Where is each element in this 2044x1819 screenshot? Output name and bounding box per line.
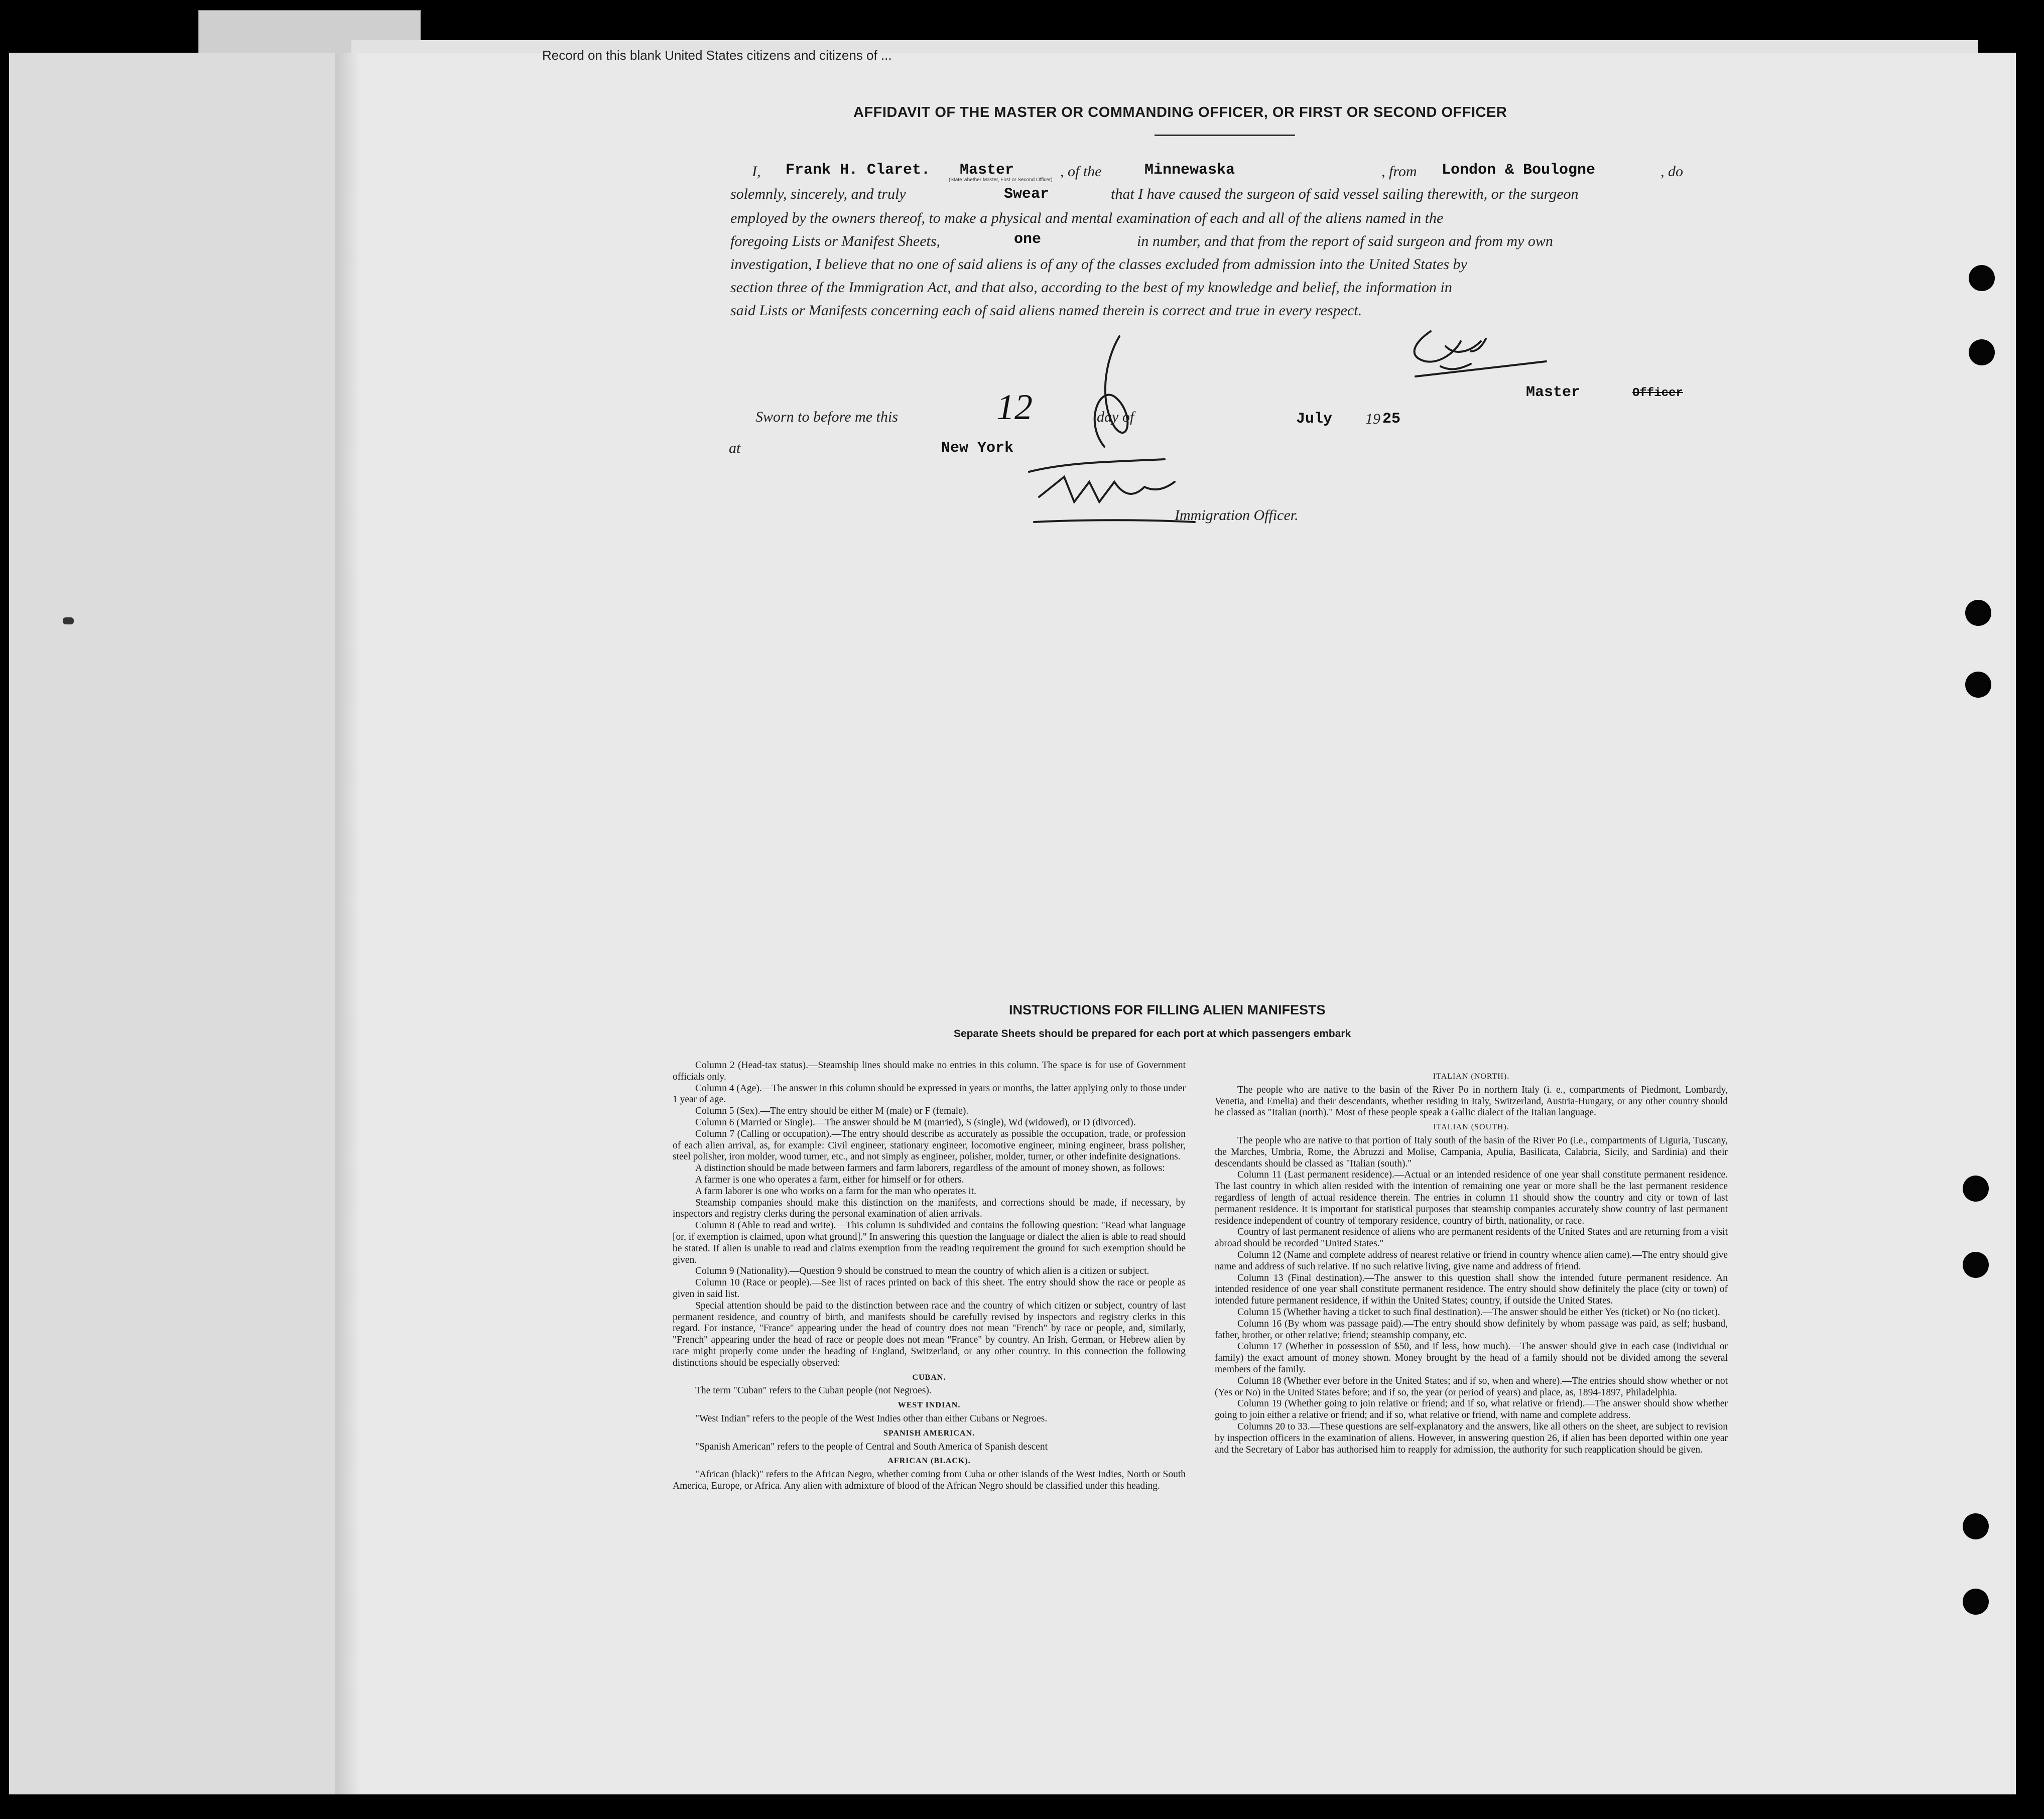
- ink-mark: [63, 617, 74, 624]
- vessel-name: Minnewaska: [1144, 162, 1235, 179]
- sworn-place: New York: [941, 440, 1014, 457]
- instructions-title: INSTRUCTIONS FOR FILLING ALIEN MANIFESTS: [1009, 1002, 1326, 1017]
- left-para-7: A farmer is one who operates a farm, either for himself or for others.: [695, 1174, 964, 1185]
- left-para-11: Column 9 (Nationality).—Question 9 should be construed to mean the country of which alien is a citizen or subject.: [695, 1266, 1149, 1277]
- day-of-text: day of: [1097, 409, 1134, 425]
- aff-from: , from: [1381, 163, 1417, 180]
- punch-hole: [1969, 265, 1995, 291]
- right-para-5: Column 13 (Final destination).—The answer to this question shall show the intended future permanent residence. An intended residence of one year shall constitute permanent residence. The entry should show definitely the place (city or town) of intended future permanent residence, if within the United States; country, if outside the United States.: [1215, 1272, 1728, 1307]
- right-para-3: Country of last permanent residence of aliens who are permanent residents of the United States and are returning from a visit abroad should be recorded "United States.": [1215, 1227, 1728, 1249]
- officer-signature: [954, 331, 1235, 532]
- punch-hole: [1963, 1589, 1989, 1615]
- alien-count: one: [1014, 231, 1042, 248]
- rank-note: (State whether Master, First or Second Officer): [949, 177, 1053, 183]
- right-para-1: The people who are native to that portion of Italy south of the basin of the River Po (i.e., compartments of Liguria, Tuscany, the Marches, Umbria, Rome, the Abruzzi and Molise, Campania, Apulia, Basilicata, Calabria, Sicily, and Sardinia) and their descendants should be classed as "Italian (south).": [1215, 1135, 1728, 1169]
- instructions-left-column: [673, 1060, 1186, 1492]
- aff-line5: investigation, I believe that no one of said aliens is of any of the classes excluded from admission into the United States by: [730, 256, 1467, 273]
- aff-line4a: foregoing Lists or Manifest Sheets,: [730, 233, 941, 249]
- struck-word: Officer: [1632, 386, 1683, 400]
- left-para-4: Column 6 (Married or Single).—The answer should be M (married), S (single), Wd (widowed), or D (divorced).: [695, 1117, 1136, 1128]
- aff-of-the: , of the: [1060, 163, 1102, 180]
- aff-line6: section three of the Immigration Act, and that also, according to the best of my knowledge and belief, the information in: [730, 279, 1452, 296]
- aff-line3: employed by the owners thereof, to make a physical and mental examination of each and all of the aliens named in the: [730, 210, 1444, 226]
- instructions-right-column: [1215, 1068, 1728, 1456]
- oath-word: Swear: [1004, 186, 1050, 203]
- sworn-month: July: [1296, 411, 1333, 428]
- spanish-american-heading: SPANISH AMERICAN.: [883, 1428, 975, 1438]
- officer-name: Frank H. Claret.: [786, 162, 931, 179]
- left-para-1: Column 2 (Head-tax status).—Steamship lines should make no entries in this column. The space is for use of Government officials only.: [673, 1060, 1186, 1082]
- left-fold-panel: [9, 53, 335, 1794]
- punch-hole: [1969, 339, 1995, 365]
- left-para-10: Column 8 (Able to read and write).—This column is subdivided and contains the following question: "Read what language [or, if exemption is claimed, upon what ground]." In answering this question the language or dialect the alien is able to read should be stated. If alien is unable to read and claims exemption from the reading requirement the ground for such exemption should be given.: [673, 1220, 1186, 1265]
- year-prefix: 19: [1365, 411, 1380, 427]
- italian-north-text: The people who are native to the basin of the River Po in northern Italy (i. e., compartments of Piedmont, Lombardy, Venetia, and Emelia) and their descendants, whether residing in Italy, Switzerland, Austria-Hungary, or any other country should be classed as "Italian (north)." Most of these people speak a Gallic dialect of the Italian language.: [1215, 1084, 1728, 1118]
- left-para-5: Column 7 (Calling or occupation).—The entry should describe as accurately as possible the occupation, trade, or profession of each alien arrival, as, for example: Civil engineer, stationary engineer, locomotive engineer, mining engineer, brass polisher, steel polisher, iron molder, wood turner, etc., and not simply as engineer, polisher, molder, turner, or other indefinite designations.: [673, 1128, 1186, 1162]
- officer-rank: Master: [960, 162, 1014, 179]
- year-suffix: 25: [1382, 411, 1401, 428]
- immigration-officer-label: Immigration Officer.: [1175, 507, 1299, 524]
- sworn-text: Sworn to before me this: [755, 409, 898, 425]
- left-para-3: Column 5 (Sex).—The entry should be either M (male) or F (female).: [695, 1106, 969, 1117]
- punch-hole: [1963, 1513, 1989, 1539]
- right-para-2: Column 11 (Last permanent residence).—Actual or an intended residence of one year shall constitute permanent residence. The last country in which alien resided with the intention of remaining one year or more shall be the last permanent residence regardless of length of actual residence therein. The entries in column 11 should show the country and city or town of last permanent residence. It is important for statistical purposes that steamship companies accurately show country of last permanent residence independent of country of temporary residence, country of birth, nationality, or race.: [1215, 1170, 1728, 1226]
- punch-hole: [1965, 672, 1991, 698]
- record-line: Record on this blank United States citizens and citizens of ...: [542, 48, 892, 63]
- aff-line7: said Lists or Manifests concerning each of said aliens named therein is correct and true in every respect.: [730, 302, 1362, 319]
- cuban-heading: CUBAN.: [912, 1373, 946, 1382]
- right-para-4: Column 12 (Name and complete address of nearest relative or friend in country whence alien came).—The entry should give name and address of such relative. If no such relative living, give name and address of friend.: [1215, 1249, 1728, 1272]
- west-indian-heading: WEST INDIAN.: [898, 1401, 961, 1410]
- page-fold-shadow: [335, 53, 360, 1794]
- italian-north-heading: ITALIAN (NORTH).: [1433, 1072, 1510, 1081]
- right-para-10: Column 19 (Whether going to join relative or friend; and if so, what relative or friend).—The answer should show whether going to join either a relative or friend; and if so, what relative or friend, with name and complete address.: [1215, 1398, 1728, 1421]
- left-para-13: Special attention should be paid to the distinction between race and the country of which citizen or subject, country of last permanent residence, and country of birth, and manifests should be carefully revised by inspectors and registry clerks in this regard. For instance, "France" appearing under the head of country does not mean "French" by race or people, and, similarly, "French" appearing under the head of race or people does not mean "France" by country. An Irish, German, or Hebrew alien by race might properly come under the heading of England, Switzerland, or any other country. In this connection the following distinctions should be especially observed:: [673, 1300, 1186, 1368]
- left-para-8: A farm laborer is one who works on a farm for the man who operates it.: [695, 1186, 976, 1197]
- instructions-subtitle: Separate Sheets should be prepared for each port at which passengers embark: [954, 1028, 1351, 1040]
- at-text: at: [729, 440, 741, 456]
- sworn-day: 12: [996, 387, 1033, 427]
- departure-port: London & Boulogne: [1442, 162, 1596, 179]
- right-para-9: Column 18 (Whether ever before in the United States; and if so, when and where).—The entries should show whether or not (Yes or No) in the United States before; and if so, the year (or period of years) and place, as, 1894-1897, Philadelphia.: [1215, 1375, 1728, 1398]
- left-para-6: A distinction should be made between farmers and farm laborers, regardless of the amount of money shown, as follows:: [695, 1163, 1165, 1174]
- italian-south-heading: ITALIAN (SOUTH).: [1433, 1123, 1509, 1132]
- signature-rank: Master: [1526, 384, 1581, 401]
- west-indian-text: "West Indian" refers to the people of the West Indies other than either Cubans or Negroes.: [695, 1413, 1048, 1424]
- african-text: "African (black)" refers to the African Negro, whether coming from Cuba or other islands of the West Indies, North or South America, Europe, or Africa. Any alien with admixture of blood of the African Negro should be classified under this heading.: [673, 1469, 1186, 1491]
- title-rule: [1155, 135, 1295, 136]
- right-para-11: Columns 20 to 33.—These questions are self-explanatory and the answers, like all others on the sheet, are subject to revision by inspection officers in the examination of aliens. However, in answering question 26, if alien has been deported within one year and the Secretary of Labor has authorised him to reapply for admission, the authority for such reapplication should be given.: [1215, 1421, 1728, 1455]
- left-para-2: Column 4 (Age).—The answer in this column should be expressed in years or months, the latter applying only to those under 1 year of age.: [673, 1083, 1186, 1105]
- aff-line4b: in number, and that from the report of said surgeon and from my own: [1137, 233, 1553, 249]
- punch-hole: [1963, 1252, 1989, 1278]
- african-heading: AFRICAN (BLACK).: [887, 1457, 971, 1466]
- aff-line2: solemnly, sincerely, and truly: [730, 186, 906, 202]
- right-para-6: Column 15 (Whether having a ticket to such final destination).—The answer should be either Yes (ticket) or No (no ticket).: [1237, 1307, 1720, 1318]
- aff-do: , do: [1660, 163, 1683, 180]
- aff-line1-prefix: I,: [752, 163, 761, 180]
- aff-line2b: that I have caused the surgeon of said vessel sailing therewith, or the surgeon: [1111, 186, 1579, 202]
- left-para-9: Steamship companies should make this distinction on the manifests, and corrections should be made, if necessary, by inspectors and registry clerks during the personal examination of alien arrivals.: [673, 1197, 1186, 1220]
- spanish-american-text: "Spanish American" refers to the people of Central and South America of Spanish descent: [695, 1441, 1048, 1452]
- master-signature: [1395, 321, 1556, 386]
- right-para-8: Column 17 (Whether in possession of $50, and if less, how much).—The answer should give in each case (individual or family) the exact amount of money shown. Money brought by the head of a family should not be divided among the several members of the family.: [1215, 1341, 1728, 1375]
- punch-hole: [1965, 600, 1991, 626]
- right-para-7: Column 16 (By whom was passage paid).—The entry should show definitely by whom passage was paid, as self; husband, father, brother, or other relative; friend; steamship company, etc.: [1215, 1318, 1728, 1341]
- affidavit-title: AFFIDAVIT OF THE MASTER OR COMMANDING OFFICER, OR FIRST OR SECOND OFFICER: [853, 104, 1507, 120]
- left-para-12: Column 10 (Race or people).—See list of races printed on back of this sheet. The entry should show the race or people as given in said list.: [673, 1277, 1186, 1300]
- cuban-text: The term "Cuban" refers to the Cuban people (not Negroes).: [695, 1385, 932, 1396]
- punch-hole: [1963, 1176, 1989, 1202]
